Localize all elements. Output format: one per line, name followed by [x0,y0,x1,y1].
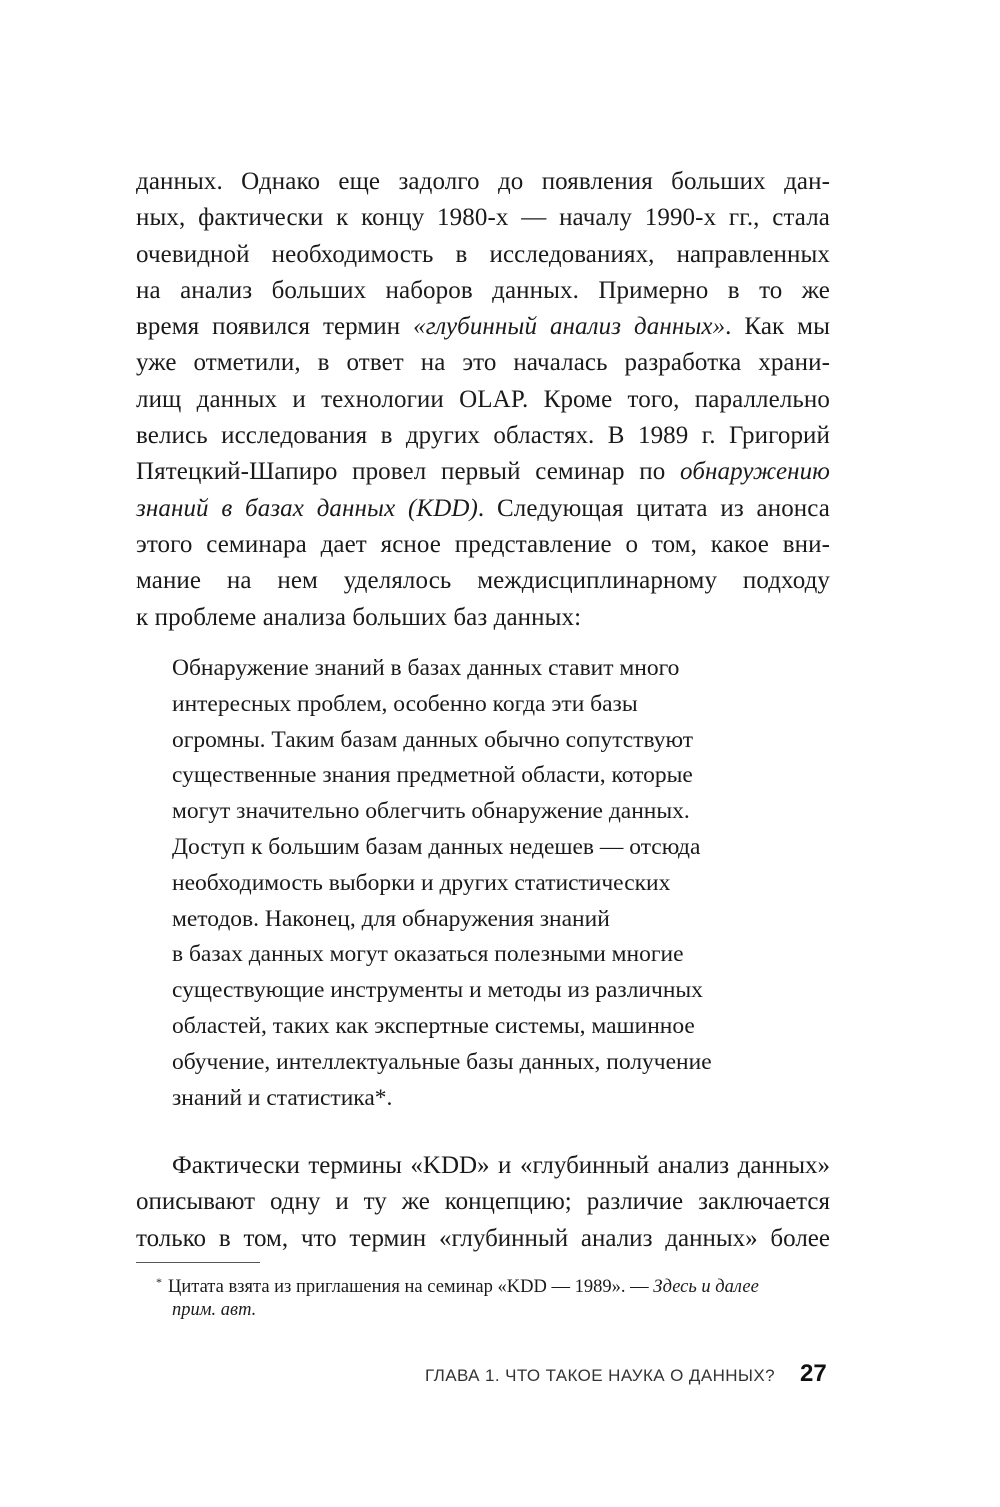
text-segment: . Следующая цитата из анонса [477,494,830,522]
quote-line: необходимость выборки и других статистических [172,869,671,896]
italic-term: знаний в базах данных (KDD) [136,494,478,522]
text-line [136,309,830,345]
text-line: на анализ больших наборов данных. Примерно в то же [136,276,830,304]
quote-line: существенные знания предметной области, которые [172,762,693,789]
running-head: ГЛАВА 1. ЧТО ТАКОЕ НАУКА О ДАННЫХ? [425,1366,775,1385]
quote-line: Доступ к большим базам данных недешев — отсюда [172,833,701,860]
text-line: уже отметили, в ответ на это началась разработка храни- [136,349,830,377]
quote-line: могут значительно облегчить обнаружение данных. [172,798,690,825]
footnote-line [136,1268,830,1296]
footnote [136,1268,830,1324]
footnote-divider [136,1262,260,1263]
italic-term: «глубинный анализ данных» [413,313,726,341]
text-line [136,491,830,527]
text-line: данных. Однако еще задолго до появления больших дан- [136,168,830,195]
quote-line: Обнаружение знаний в базах данных ставит много [172,655,680,681]
text-line: к проблеме анализа больших баз данных: [136,603,582,631]
text-line: описывают одну и ту же концепцию; различие заключается [136,1188,830,1216]
text-line: велись исследования в других областях. В 1989 г. Григорий [136,422,830,450]
quote-line: методов. Наконец, для обнаружения знаний [172,905,610,932]
text-line: мание на нем уделялось междисциплинарному подходу [136,567,830,595]
footnote-marker: * [156,1275,162,1289]
quote-line: знаний и статистика*. [172,1084,393,1111]
text-segment: время появился термин [136,313,414,341]
footnote-italic: Здесь и далее [653,1277,759,1297]
text-line: Фактически термины «KDD» и «глубинный анализ данных» [172,1152,830,1179]
text-line [136,454,830,490]
text-line: этого семинара дает ясное представление о том, какое вни- [136,530,830,558]
block-quote [172,651,802,1116]
page-number: 27 [800,1360,827,1387]
text-line: ных, фактически к концу 1980-х — началу 1990-х гг., стала [136,204,830,232]
text-segment: Пятецкий-Шапиро провел первый семинар по [136,458,681,486]
text-line: только в том, что термин «глубинный анализ данных» более [136,1224,830,1252]
quote-line: обучение, интеллектуальные базы данных, получение [172,1048,712,1075]
quote-line: существующие инструменты и методы из различных [172,977,703,1004]
second-paragraph [136,1148,830,1257]
footnote-text: Цитата взята из приглашения на семинар «KDD — 1989». — [168,1277,654,1297]
text-segment: . Как мы [725,313,830,341]
quote-line: в базах данных могут оказаться полезными многие [172,941,684,968]
italic-term: обнаружению [680,458,830,486]
main-paragraph [136,164,830,636]
quote-line: огромны. Таким базам данных обычно сопутствуют [172,726,694,753]
quote-line: интересных проблем, особенно когда эти базы [172,690,638,717]
text-line: очевидной необходимость в исследованиях, направленных [136,240,830,268]
text-line: лищ данных и технологии OLAP. Кроме того, параллельно [136,385,830,413]
footnote-italic: прим. авт. [172,1300,257,1320]
footnote-line [136,1296,830,1324]
quote-line: областей, таких как экспертные системы, машинное [172,1012,695,1039]
